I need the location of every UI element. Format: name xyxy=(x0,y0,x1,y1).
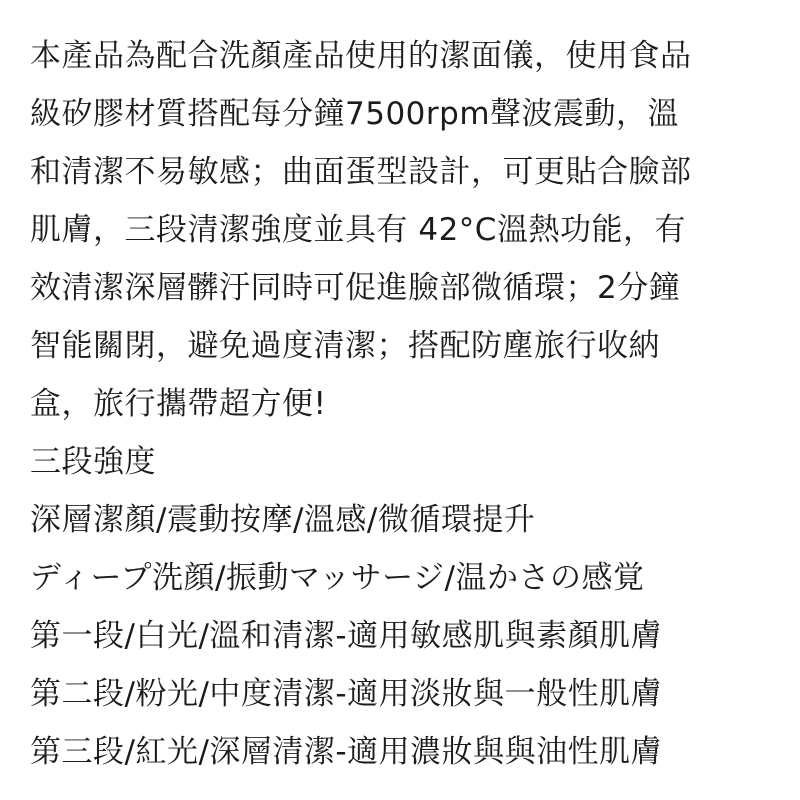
intensity-level-3: 第三段/紅光/深層清潔-適用濃妝與與油性肌膚 xyxy=(30,734,663,770)
intensity-level-1: 第一段/白光/溫和清潔-適用敏感肌與素顏肌膚 xyxy=(30,618,663,654)
description-line: 智能關閉，避免過度清潔；搭配防塵旅行收納 xyxy=(30,328,660,364)
intensity-features-zh: 深層潔顏/震動按摩/溫感/微循環提升 xyxy=(30,502,536,538)
description-line: 級矽膠材質搭配每分鐘7500rpm聲波震動，溫 xyxy=(30,96,680,132)
description-line: 和清潔不易敏感；曲面蛋型設計，可更貼合臉部 xyxy=(30,154,692,190)
intensity-level-2: 第二段/粉光/中度清潔-適用淡妝與一般性肌膚 xyxy=(30,676,663,712)
intensity-features-ja: ディープ洗顔/振動マッサージ/温かさの感覚 xyxy=(30,560,645,596)
description-line: 效清潔深層髒汙同時可促進臉部微循環；2分鐘 xyxy=(30,270,681,306)
product-description-document xyxy=(30,40,780,794)
description-line: 肌膚，三段清潔強度並具有 42°C溫熱功能，有 xyxy=(30,212,686,248)
description-line: 盒，旅行攜帶超方便! xyxy=(30,386,327,422)
intensity-heading: 三段強度 xyxy=(30,444,156,480)
description-line: 本產品為配合洗顏產品使用的潔面儀，使用食品 xyxy=(30,38,692,74)
